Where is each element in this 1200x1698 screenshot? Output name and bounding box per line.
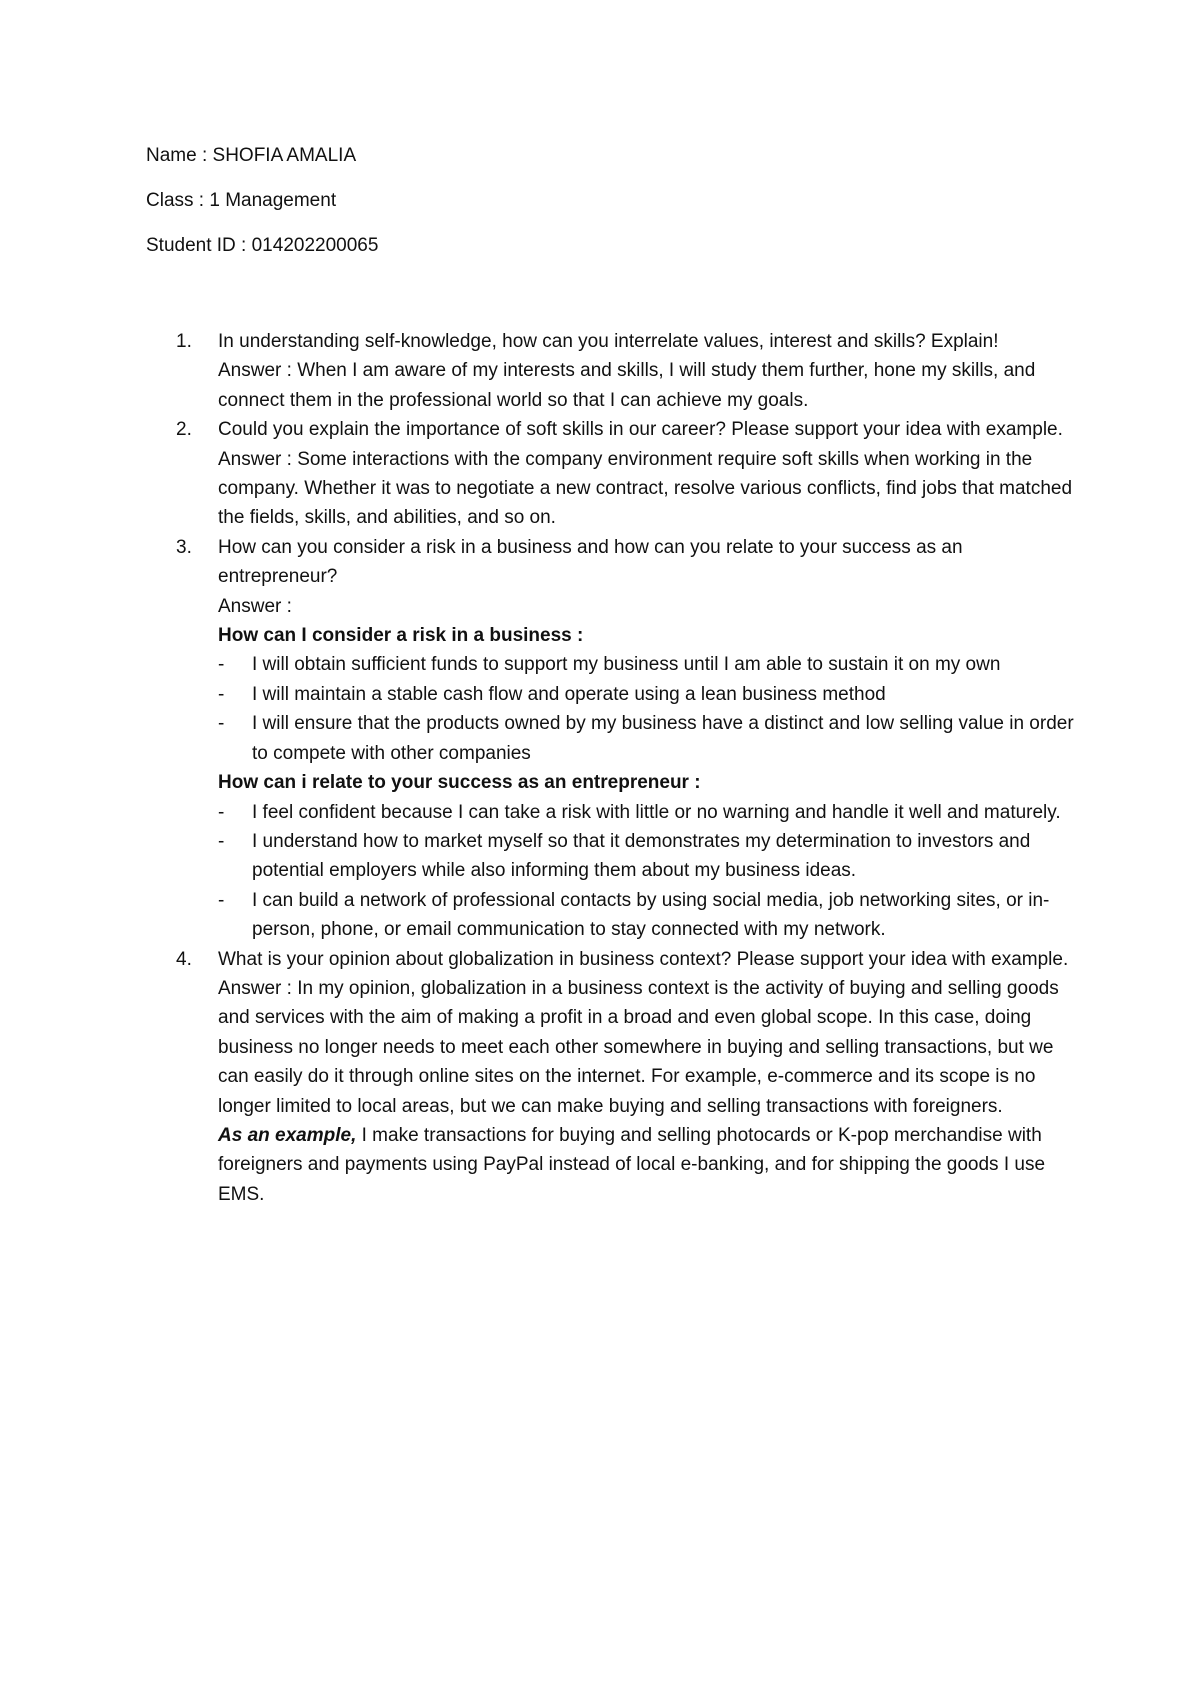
question-list xyxy=(146,327,1076,1209)
bullet-text: I will obtain sufficient funds to support my business until I am able to sustain it on my own xyxy=(252,654,1001,676)
bullet-item xyxy=(218,798,1076,827)
answer-text: Answer : Some interactions with the company environment require soft skills when working in the company. Whether it was to negotiate a new contract, resolve various conflicts, find jobs that matched the fields, skills, and abilities, and so on. xyxy=(218,448,1073,529)
question-text: How can you consider a risk in a business and how can you relate to your success as an entrepreneur? xyxy=(218,536,963,588)
question-item xyxy=(146,327,1076,415)
question-text: Could you explain the importance of soft skills in our career? Please support your idea with example. xyxy=(218,419,1063,441)
bullet-text: I feel confident because I can take a risk with little or no warning and handle it well and maturely. xyxy=(252,801,1061,823)
question-text: In understanding self-knowledge, how can you interrelate values, interest and skills? Explain! xyxy=(218,331,999,352)
bullet-dash: - xyxy=(218,654,225,676)
student-class: Class : 1 Management xyxy=(146,190,337,211)
question-number: 3. xyxy=(176,536,192,558)
answer-text: Answer : When I am aware of my interests and skills, I will study them further, hone my skills, and connect them in the professional world so that I can achieve my goals. xyxy=(218,360,1036,411)
bullet-dash: - xyxy=(218,801,225,823)
student-name: Name : SHOFIA AMALIA xyxy=(146,145,357,166)
question-number: 4. xyxy=(176,948,192,970)
question-number: 1. xyxy=(176,331,192,352)
question-item xyxy=(146,415,1076,533)
question-item xyxy=(146,533,1076,945)
answer-text: Answer : In my opinion, globalization in a business context is the activity of buying and selling goods and services with the aim of making a profit in a broad and even global scope. In this case, doing business no longer needs to meet each other somewhere in buying and selling transactions, but we can easily do it through online sites on the internet. For example, e-commerce and its scope is no longer limited to local areas, but we can make buying and selling transactions with foreigners. xyxy=(218,977,1059,1117)
example-paragraph xyxy=(218,1121,1076,1209)
bullet-dash: - xyxy=(218,713,225,735)
bullet-dash: - xyxy=(218,889,225,911)
bullet-item xyxy=(218,886,1076,945)
bullet-item xyxy=(218,650,1076,679)
risk-heading: How can I consider a risk in a business : xyxy=(218,625,584,647)
success-heading: How can i relate to your success as an entrepreneur : xyxy=(218,772,701,794)
student-id: Student ID : 014202200065 xyxy=(146,235,379,256)
student-info xyxy=(146,146,378,281)
question-text: What is your opinion about globalization in business context? Please support your idea with example. xyxy=(218,948,1069,970)
bullet-item xyxy=(218,680,1076,709)
bullet-item xyxy=(218,827,1076,886)
answer-label: Answer : xyxy=(218,595,292,617)
bullet-dash: - xyxy=(218,830,225,852)
bullet-text: I will ensure that the products owned by my business have a distinct and low selling value in order to compete with other companies xyxy=(252,713,1074,764)
bullet-item xyxy=(218,709,1076,768)
example-label: As an example, xyxy=(218,1124,357,1146)
bullet-text: I can build a network of professional contacts by using social media, job networking sites, or in-person, phone, or email communication to stay connected with my network. xyxy=(252,889,1050,941)
bullet-text: I will maintain a stable cash flow and operate using a lean business method xyxy=(252,683,886,705)
question-number: 2. xyxy=(176,419,192,441)
example-text: I make transactions for buying and selling photocards or K-pop merchandise with foreigners and payments using PayPal instead of local e-banking, and for shipping the goods I use EMS. xyxy=(218,1124,1046,1205)
bullet-text: I understand how to market myself so that it demonstrates my determination to investors and potential employers while also informing them about my business ideas. xyxy=(252,830,1031,882)
question-item xyxy=(146,945,1076,1210)
bullet-dash: - xyxy=(218,683,225,705)
